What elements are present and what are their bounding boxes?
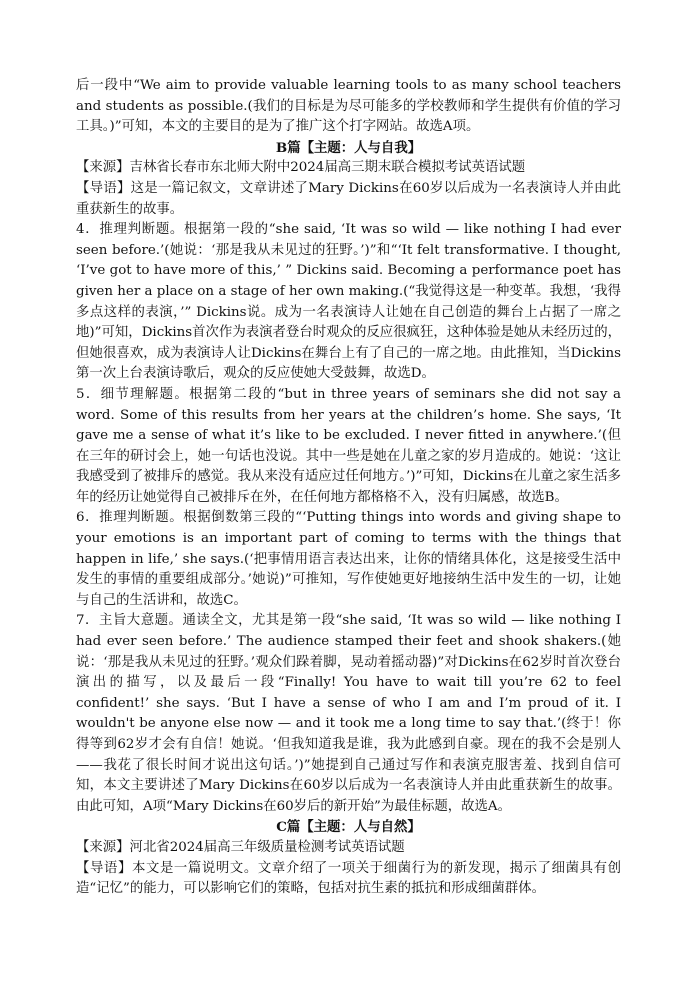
section-b-source: 【来源】吉林省长春市东北师大附中2024届高三期末联合模拟考试英语试题 xyxy=(76,160,526,176)
section-b-guide: 【导语】这是一篇记叙文，文章讲述了Mary Dickins在60岁以后成为一名表演诗人并由此重获新生的故事。 xyxy=(76,180,621,217)
document-page xyxy=(76,76,621,900)
question-6-explanation: 6．推理判断题。根据倒数第三段的“‘Putting things into words and giving shape to your emotions is an important part of coming to terms with the things that happen in life,’ she says.(‘把事情用语言表达出来，让你的情绪具体化，这是接受生活中发生的事情的重要组成部分。’她说)”可推知，写作使她更好地接纳生活中发生的一切，让她与自己的生活讲和，故选C。 xyxy=(76,510,621,608)
section-b-heading: B篇【主题：人与自我】 xyxy=(275,139,422,156)
section-c-heading: C篇【主题：人与自然】 xyxy=(276,819,421,836)
section-c-source: 【来源】河北省2024届高三年级质量检测考试英语试题 xyxy=(76,839,405,855)
intro-paragraph: 后一段中“We aim to provide valuable learning tools to as many school teachers and students as possible.(我们的目标是为尽可能多的学校教师和学生提供有价值的学习工具。)”可知，本文的主要目的是为了推广这个打字网站。故选A项。 xyxy=(76,78,621,135)
question-4-explanation: 4．推理判断题。根据第一段的“she said, ‘It was so wild — like nothing I had ever seen before.’(她说：‘那是我从未见过的狂野。’)”和“‘It felt transformative. I thought, ‘I’ve got to have more of this,’ ” Dickins said. Becoming a performance poet has given her a place on a stage of her own making.(“我觉得这是一种变革。我想，‘我得多点这样的表演，’” Dickins说。成为一名表演诗人让她在自己创造的舞台上占据了一席之地)”可知，Dickins首次作为表演者登台时观众的反应很疯狂，这种体验是她从未经历过的，但她很喜欢，成为表演诗人让Dickins在舞台上有了自己的一席之地。由此推知，当Dickins第一次上台表演诗歌后，观众的反应使她大受鼓舞，故选D。 xyxy=(76,222,621,382)
question-7-explanation: 7．主旨大意题。通读全文，尤其是第一段“she said, ‘It was so wild — like nothing I had ever seen before.’ The audience stamped their feet and shook shakers.(她说：‘那是我从未见过的狂野。’观众们跺着脚，晃动着摇动器)”对Dickins在62岁时首次登台演出的描写，以及最后一段“Finally! You have to wait till you’re 62 to feel confident!’ she says. ‘But I have a sense of who I am and I’m proud of it. I wouldn't be anyone else now — and it took me a long time to say that.’(终于！你得等到62岁才会有自信！她说。‘但我知道我是谁，我为此感到自豪。现在的我不会是别人——我花了很长时间才说出这句话。’)”她提到自己通过写作和表演克服害羞、找到自信可知，本文主要讲述了Mary Dickins在60岁以后成为一名表演诗人并由此重获新生的故事。由此可知，A项“Mary Dickins在60岁后的新开始”为最佳标题，故选A。 xyxy=(76,613,621,814)
section-c-guide: 【导语】本文是一篇说明文。文章介绍了一项关于细菌行为的新发现，揭示了细菌具有创造“记忆”的能力，可以影响它们的策略，包括对抗生素的抵抗和形成细菌群体。 xyxy=(76,860,621,897)
question-5-explanation: 5．细节理解题。根据第二段的“but in three years of seminars she did not say a word. Some of this results from her years at the children’s home. She says, ‘It gave me a sense of what it’s like to be excluded. I never fitted in anywhere.’(但在三年的研讨会上，她一句话也没说。其中一些是她在儿童之家的岁月造成的。她说：‘这让我感受到了被排斥的感觉。我从来没有适应过任何地方。’)”可知，Dickins在儿童之家生活多年的经历让她觉得自己被排斥在外，在任何地方都格格不入，没有归属感，故选B。 xyxy=(76,386,621,505)
